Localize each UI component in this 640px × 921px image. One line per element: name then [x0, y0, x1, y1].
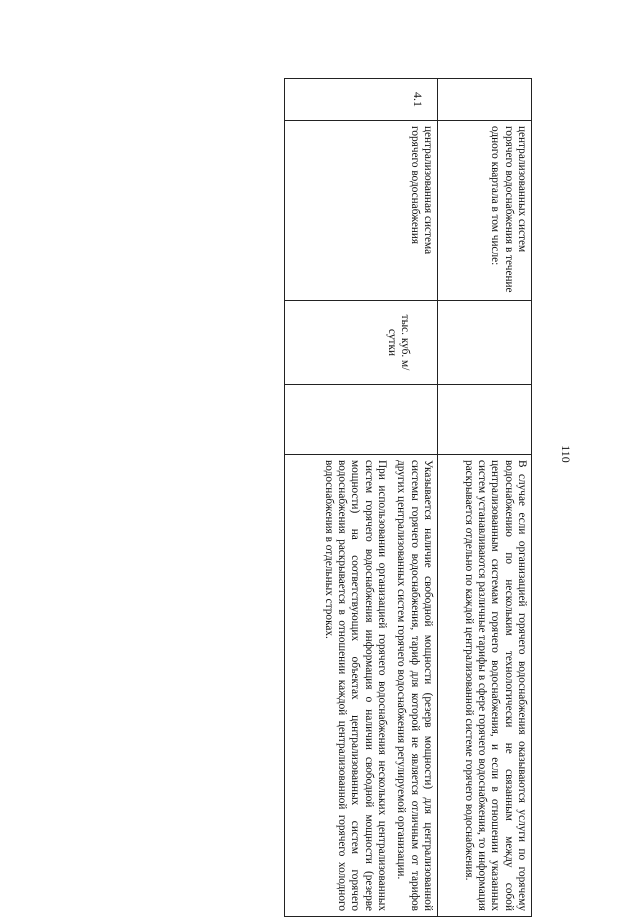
indicator-value [285, 385, 438, 455]
row-number: 4.1 [285, 79, 438, 121]
page-number: 110 [559, 445, 573, 463]
indicator-value [437, 385, 531, 455]
indicator-name: централизованная система горячего водоснабжения [285, 121, 438, 301]
unit-of-measure [437, 301, 531, 385]
description-paragraph: Указывается наличие свободной мощности (резерв мощности) для централизованной системы горячего водоснабжения, тариф для которой не является отличным от тарифов других централизованных систем горячего водоснабжения регулируемой организации. [395, 460, 434, 911]
description-cell [285, 455, 438, 917]
row-number [437, 79, 531, 121]
requirements-table [284, 78, 532, 916]
description-paragraph: При использовании организацией горячего водоснабжения нескольких централизованных систем горячего водоснабжения информация о наличии свободной мощности (резерве мощности) на соответствующих объектах централизованных систем горячего водоснабжения раскрывается в отношении каждой централизованной горячего холодного водоснабжения в отдельных строках. [322, 460, 388, 911]
description-paragraph: В случае если организацией горячего водоснабжения оказываются услуги по горячему водоснабжению по нескольким технологически не связанным между собой централизованным системам горячего водоснабжения, и если в отношении указанных систем устанавливаются различные тарифы в сфере горячего водоснабжения, то информация раскрывается отдельно по каждой централизованной системе горячего водоснабжения. [462, 460, 528, 911]
table-row [285, 79, 438, 917]
unit-of-measure: тыс. куб. м/ сутки [285, 301, 438, 385]
description-cell [437, 455, 531, 917]
indicator-name: централизованных систем горячего водоснабжения в течение одного квартала в том числе: [437, 121, 531, 301]
table-row [437, 79, 531, 917]
